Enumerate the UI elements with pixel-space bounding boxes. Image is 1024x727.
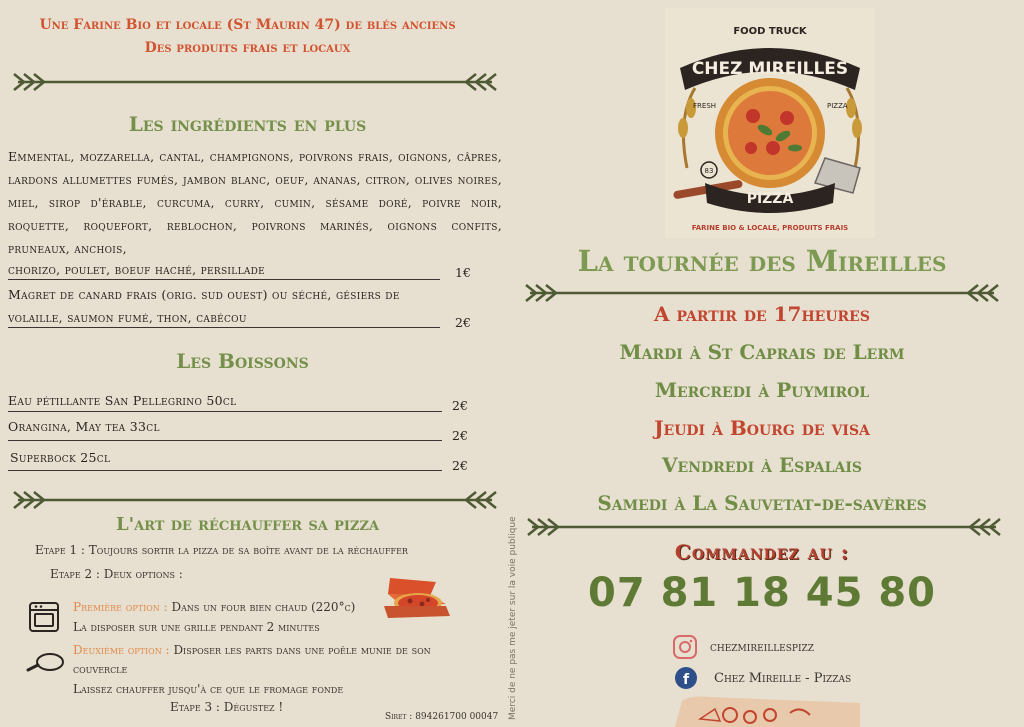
option-2-label: Deuxième option : [73, 643, 170, 657]
priced-ingredients-row-2b: volaille, saumon fumé, thon, cabécou [8, 310, 247, 325]
step-2: Etape 2 : Deux options : [50, 567, 183, 581]
ingredients-list: Emmental, mozzarella, cantal, champignons, poivrons frais, oignons, câpres, lardons allumettes fumés, jambon blanc, oeuf, ananas, citron, olives noires, miel, sirop d'érable, curcuma, curry, cumin, sésame doré, poivre noir, roquette, roquefort, reblochon, poivrons marinés, oignons confits, pruneaux, anchois, [8, 149, 502, 256]
row-underline [8, 411, 442, 412]
option-1-detail: La disposer sur une grille pendant 2 minutes [73, 620, 320, 634]
logo-badge: 83 [704, 167, 714, 175]
schedule-item-saturday: Samedi à La Sauvetat-de-savères [597, 491, 927, 515]
option-1 [73, 600, 355, 614]
schedule-item-wednesday: Mercredi à Puymirol [654, 378, 870, 402]
schedule-item-start: A partir de 17heures [654, 302, 870, 326]
arrow-divider [10, 489, 500, 511]
row-underline [8, 470, 442, 471]
logo-top-text: FOOD TRUCK [733, 26, 807, 37]
siret: Siret : 894261700 00047 [385, 712, 499, 722]
option-2 [73, 643, 431, 657]
drink-item: Eau pétillante San Pellegrino 50cl [8, 393, 237, 408]
logo-name-text: CHEZ MIREILLES [691, 59, 849, 79]
order-label: Commandez au : [674, 540, 850, 564]
vertical-note: Merci de ne pas me jeter sur la voie publique [508, 516, 518, 720]
svg-text:f: f [682, 672, 690, 688]
logo [665, 8, 875, 238]
drink-item: Orangina, May tea 33cl [8, 419, 160, 434]
schedule-item-tuesday: Mardi à St Caprais de Lerm [619, 340, 905, 364]
instagram-icon[interactable] [672, 634, 698, 660]
price: 2€ [455, 315, 471, 330]
option-1-text: Dans un four bien chaud (220°c) [171, 600, 356, 614]
pizza-box-icon [380, 576, 452, 620]
pizza-box-illustration [670, 695, 865, 727]
arrow-divider [524, 516, 1004, 538]
row-underline [8, 440, 442, 441]
row-underline [8, 279, 440, 280]
option-2-text: Disposer les parts dans une poêle munie de son [173, 643, 431, 657]
ingredients-title: Les ingrédients en plus [128, 112, 367, 136]
option-2-detail: couvercle [73, 662, 128, 676]
priced-ingredients-row-1: chorizo, poulet, boeuf haché, persillade [8, 262, 266, 277]
logo-bottom-text: PIZZA [746, 191, 794, 207]
reheat-title: L'art de réchauffer sa pizza [115, 514, 380, 535]
phone-number[interactable]: 07 81 18 45 80 [587, 570, 937, 616]
option-2-detail-2: Laissez chauffer jusqu'à ce que le fromage fonde [73, 682, 344, 696]
price: 1€ [455, 265, 471, 280]
logo-right-text: PIZZA [827, 102, 848, 110]
intro-line-2: Des produits frais et locaux [144, 40, 351, 56]
drinks-title: Les Boissons [176, 349, 309, 373]
logo-left-text: FRESH [693, 102, 717, 110]
price: 2€ [452, 458, 468, 473]
row-underline [8, 327, 440, 328]
tour-title: La tournée des Mireilles [577, 244, 947, 278]
intro-line-1: Une Farine Bio et locale (St Maurin 47) de blés anciens [39, 17, 456, 33]
instagram-handle[interactable]: chezmireillespizz [710, 640, 815, 655]
price: 2€ [452, 398, 468, 413]
schedule-item-thursday: Jeudi à Bourg de visa [654, 416, 870, 440]
facebook-name[interactable]: Chez Mireille - Pizzas [714, 671, 852, 686]
pan-icon [26, 650, 66, 674]
step-3: Etape 3 : Dégustez ! [170, 700, 284, 714]
drink-item: Superbock 25cl [10, 450, 111, 465]
arrow-divider [10, 71, 500, 93]
arrow-divider [522, 282, 1002, 304]
logo-tagline: FARINE BIO & LOCALE, PRODUITS FRAIS [691, 224, 849, 232]
step-1: Etape 1 : Toujours sortir la pizza de sa boîte avant de la réchauffer [35, 543, 408, 557]
option-1-label: Première option : [73, 600, 168, 614]
priced-ingredients-row-2a: Magret de canard frais (orig. sud ouest) ou séché, gésiers de [8, 287, 400, 302]
facebook-icon[interactable] [674, 666, 698, 690]
schedule-item-friday: Vendredi à Espalais [662, 453, 862, 477]
oven-icon [28, 601, 60, 633]
price: 2€ [452, 428, 468, 443]
